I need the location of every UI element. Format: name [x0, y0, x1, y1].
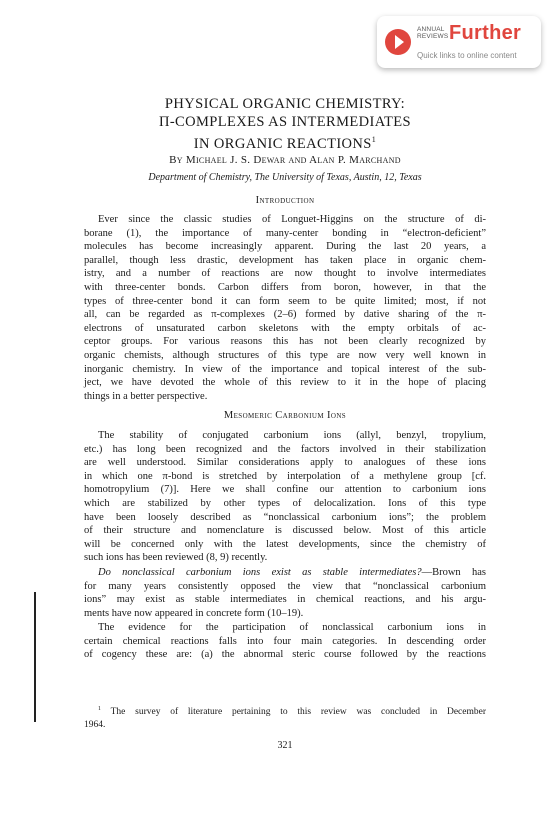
text-line: which are stabilized by other types of delocalization. Ions of this type	[84, 497, 486, 509]
article-title	[84, 95, 486, 153]
text-line: The stability of conjugated carbonium ions (allyl, benzyl, tropylium,	[98, 430, 486, 441]
evidence-paragraph	[84, 621, 486, 662]
footnote	[84, 703, 486, 731]
text-line: with three-center bonds. Carbon differs from boron, however, in that the	[84, 281, 486, 293]
annual-reviews-logo	[417, 26, 448, 40]
text-line: such ions has been reviewed (8, 9) recently.	[84, 552, 268, 564]
footnote-mark: 1	[98, 706, 101, 712]
text-line: for many years consistently opposed the view that “nonclassical carbonium	[84, 580, 486, 592]
section-heading-mesomeric: Mesomeric Carbonium Ions	[223, 410, 347, 421]
text-line: certain chemical reactions falls into four main categories. In descending order	[84, 635, 486, 647]
text-line: Ever since the classic studies of Longuet-Higgins on the structure of di-	[98, 214, 486, 225]
text-line: parallel, though less drastic, development has taken place in organic chem-	[84, 254, 486, 266]
text-line: homotropylium (7)]. Here we shall confine our attention to carbonium ions	[84, 484, 486, 496]
badge-annual-text: ANNUAL	[417, 26, 445, 33]
title-line: PHYSICAL ORGANIC CHEMISTRY:	[164, 96, 406, 112]
introduction-paragraph	[84, 213, 486, 403]
authors: By Michael J. S. Dewar and Alan P. Marchand	[169, 154, 401, 166]
page-number: 321	[277, 740, 293, 751]
footnote-line: 1964.	[84, 719, 106, 730]
badge-subtitle[interactable]: Quick links to online content	[417, 51, 517, 60]
section-heading-introduction: Introduction	[255, 195, 315, 206]
play-arrow-icon	[385, 29, 411, 55]
text-line: all, can be regarded as π-complexes (2–6) formed by dative sharing of the π-	[84, 309, 486, 321]
title-line: IN ORGANIC REACTIONS$^1$	[193, 135, 377, 152]
text-line: have been loosely described as “nonclassical carbonium ions”; the problem	[84, 511, 486, 523]
text-line: in which one π-bond is stretched by interpolation of a methylene group [cf.	[84, 470, 486, 482]
text-line: things in a better perspective.	[84, 390, 208, 402]
text-line: ments have now appeared in concrete form (10–19).	[84, 607, 304, 619]
text-line: ions” may exist as stable intermediates in chemical reactions, and his argu-	[84, 594, 486, 606]
text-line: of cogency these are: (a) the abnormal steric course followed by the reactions	[84, 649, 486, 661]
badge-reviews-text: REVIEWS	[417, 33, 449, 40]
text-line: etc.) has long been recognized and the factors involved in their stabilization	[84, 443, 486, 455]
badge-further-label[interactable]: Further	[449, 22, 522, 44]
affiliation: Department of Chemistry, The University of Texas, Austin, 12, Texas	[148, 172, 422, 183]
nonclassical-heading: Do nonclassical carbonium ions exist as stable intermediates?	[98, 567, 422, 578]
footnote-line: $^1$ The survey of literature pertaining to this review was concluded in December	[98, 706, 486, 718]
mesomeric-paragraph	[84, 429, 486, 565]
text-line: will be concerned only with the latest developments, since the chemistry of	[84, 538, 486, 550]
text-line: borane (1), the importance of many-center bonding in “electron-deficient”	[84, 227, 486, 239]
text-line: are well understood. Similar considerations apply to analogues of these ions	[84, 457, 486, 469]
text-line: electrons of unsaturated carbon skeletons with the empty orbitals of ac-	[84, 322, 486, 334]
nonclassical-paragraph	[84, 566, 486, 620]
title-line: Π-COMPLEXES AS INTERMEDIATES	[158, 114, 412, 130]
text-line: organic chemists, although structures of this type are now very well known in	[84, 349, 486, 361]
text-line: inorganic chemistry. In view of the importance and topical interest of the sub-	[84, 363, 486, 375]
text-line: ject, we have devoted the whole of this review to it in the hope of placing	[84, 377, 486, 389]
text-line: types of three-center bond it can form seem to be quite limited; most, if not	[84, 295, 486, 307]
annual-reviews-further-badge[interactable]	[377, 16, 541, 68]
text-line: of their structure and nomenclature is discussed below. Most of this article	[84, 525, 486, 537]
text-line: Do nonclassical carbonium ions exist as stable intermediates?—Brown has	[98, 567, 486, 578]
text-line: ceptor groups. For various reasons this has not been clearly recognized by	[84, 336, 486, 348]
margin-rule	[34, 592, 36, 722]
title-footnote-mark: 1	[371, 135, 377, 144]
text-line: The evidence for the participation of nonclassical carbonium ions in	[98, 622, 486, 633]
text-line: molecules has become increasingly apparent. During the last 20 years, a	[84, 241, 486, 253]
text-line: istry, and a number of reactions are now thought to involve intermediates	[84, 268, 486, 280]
